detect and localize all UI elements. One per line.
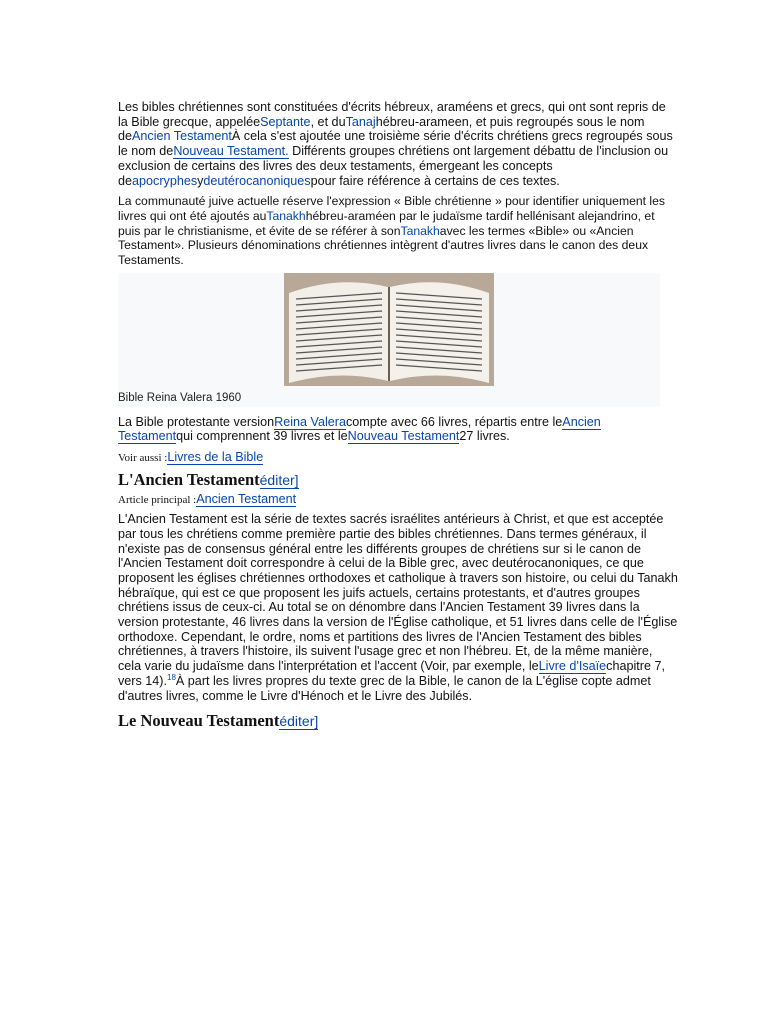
figure-caption: Bible Reina Valera 1960 (118, 391, 242, 404)
text: pour faire référence à certains de ces textes. (310, 173, 560, 188)
text: , et du (310, 114, 346, 129)
see-also-label: Voir aussi : (118, 452, 168, 465)
text: qui comprennent 39 livres et le (176, 429, 348, 444)
link-tanakh[interactable]: Tanakh (266, 208, 306, 223)
link-ancien-testament[interactable]: Ancien Testament (132, 129, 232, 144)
text: À part les livres propres du texte grec de la Bible, le canon de la L'église copte admet d'autres livres, comme le Livre d'Hénoch et le Livre des Jubilés. (118, 673, 651, 703)
section-heading-ancien (118, 470, 678, 490)
link-tanakh-2[interactable]: Tanakh (400, 223, 440, 238)
text: chapitre 7, vers 14). (118, 659, 665, 688)
paragraph-intro (118, 100, 678, 188)
text: Les bibles chrétiennes sont constituées d'écrits hébreux, araméens et grecs, qui ont sont repris de la Bible grecque, appelée (118, 100, 666, 129)
text: 27 livres. (459, 429, 510, 444)
text: Différents groupes chrétiens ont largement débattu de l'inclusion ou exclusion de certains des livres des deux testaments, émergeant les concepts de (118, 144, 669, 188)
text: y (197, 173, 204, 188)
text: compte avec 66 livres, répartis entre le (346, 414, 563, 429)
edit-link[interactable]: éditer] (279, 713, 319, 730)
text: hébreu-araméen par le judaïsme tardif hellénisant alejandrino, et puis par le christianisme, et évite de se référer à son (118, 208, 655, 238)
link-ancien-testament-2[interactable]: Ancien Testament (118, 414, 601, 444)
section-heading-nouveau (118, 711, 678, 731)
link-septante[interactable]: Septante (260, 114, 311, 129)
link-livre-isaie[interactable]: Livre d'Isaïe (538, 659, 607, 674)
link-livres-bible[interactable]: Livres de la Bible (167, 450, 264, 465)
paragraph-protestant (118, 415, 678, 444)
paragraph-jewish (118, 194, 678, 268)
heading-text: L'Ancien Testament (118, 470, 260, 490)
edit-link[interactable]: éditer] (259, 472, 299, 489)
main-article (118, 492, 678, 506)
heading-text: Le Nouveau Testament (118, 711, 280, 731)
link-nouveau-testament[interactable]: Nouveau Testament. (173, 144, 289, 159)
link-nouveau-testament-2[interactable]: Nouveau Testament (347, 429, 460, 444)
paragraph-ancien (118, 512, 678, 703)
text: L'Ancien Testament est la série de textes sacrés israélites antérieurs à Christ, et que est acceptée par tous les chrétiens comme première partie des bibles chrétiennes. Dans termes généraux, il n'existe pas de consensus général entre les différents groupes de chrétiens sur si le canon de l'Ancien Testament doit correspondre à celui de la Bible grec, avec deutérocanoniques, ce que proposent les églises chrétiennes orthodoxes et catholique à travers son histoire, ou celui du Tanakh hébraïque, qui est ce que proposent les juifs actuels, certains protestants, et d'autres groupes chrétiens issus de ceux-ci. Au total se on dénombre dans l'Ancien Testament 39 livres dans la version protestante, 46 livres dans la version de l'Église catholique, et 51 livres dans celle de l'Église orthodoxe. Cependant, le ordre, noms et partitions des livres de l'Ancien Testament des bibles chrétiennes, à travers l'histoire, ils suivent l'usage grec et non l'hébreu. Et, de la même manière, cela varie du judaïsme dans l'interprétation et l'accent (Voir, par exemple, le (118, 512, 678, 674)
text: hébreu-arameen, et puis regroupés sous le nom de (118, 114, 645, 144)
link-reina-valera[interactable]: Reina Valera (274, 414, 346, 429)
link-apocryphes[interactable]: apocryphes (132, 173, 198, 188)
figure-bible (118, 273, 660, 407)
text: La communauté juive actuelle réserve l'expression « Bible chrétienne » pour identifier uniquement les livres qui ont été ajoutés au (118, 194, 666, 223)
text: La Bible protestante version (118, 414, 275, 429)
see-also (118, 450, 678, 464)
reference-link[interactable]: 18 (167, 672, 176, 682)
main-article-label: Article principal : (118, 494, 197, 507)
article-body (118, 100, 678, 731)
link-tanaj[interactable]: Tanaj (345, 114, 376, 129)
text: À cela s'est ajoutée une troisième série d'écrits chrétiens grecs regroupés sous le nom de (118, 129, 673, 159)
link-deuterocanoniques[interactable]: deutérocanoniques (203, 173, 311, 188)
link-main-article[interactable]: Ancien Testament (196, 492, 297, 507)
open-bible-image[interactable] (284, 273, 494, 386)
text: avec les termes «Bible» ou «Ancien Testament». Plusieurs dénominations chrétiennes intègrent d'autres livres dans le canon des deux Testaments. (118, 223, 649, 268)
